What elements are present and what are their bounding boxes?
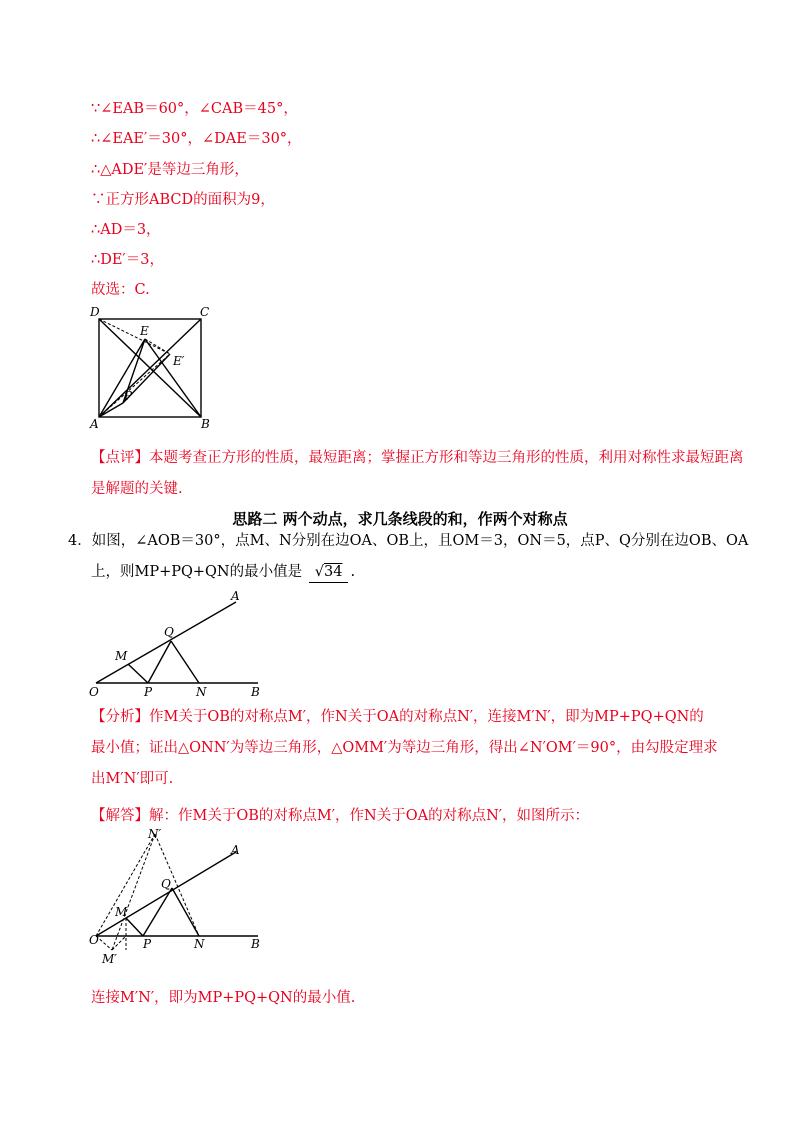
label-O: O <box>89 685 99 699</box>
label-N: N <box>196 685 207 699</box>
label-Q: Q <box>164 625 174 639</box>
answer-blank: √34 <box>309 562 349 583</box>
label-M: M <box>115 905 128 919</box>
figure-angle <box>88 590 268 700</box>
comment-line-2: 是解题的关键. <box>91 481 183 497</box>
label-E-prime: E′ <box>173 354 185 368</box>
problem-4-line-2 <box>91 562 355 583</box>
label-M: M <box>115 649 128 663</box>
problem-text-2-end: . <box>350 564 356 580</box>
label-P: P <box>144 685 153 699</box>
label-C: C <box>200 305 210 319</box>
label-D: D <box>90 305 100 319</box>
analysis-text-1: 作M关于OB的对称点M′，作N关于OA的对称点N′，连接M′N′，即为MP+PQ+QN的 <box>149 709 704 725</box>
label-B: B <box>251 937 260 951</box>
comment-line-1 <box>91 448 744 468</box>
label-B: B <box>201 417 210 431</box>
label-Q: Q <box>161 877 171 891</box>
label-P: P <box>143 937 152 951</box>
figure-reflection <box>88 826 268 966</box>
problem-number: 4． <box>68 533 92 549</box>
analysis-line-3: 出M′N′即可. <box>91 771 174 787</box>
solution-line-3: ∴△ADE′是等边三角形， <box>91 162 249 178</box>
comment-text-1: 本题考查正方形的性质，最短距离；掌握正方形和等边三角形的性质，利用对称性求最短距离 <box>149 450 744 466</box>
label-A: A <box>231 589 240 603</box>
label-A: A <box>90 417 99 431</box>
solution-text-1: 解：作M关于OB的对称点M′，作N关于OA的对称点N′，如图所示： <box>149 808 590 824</box>
label-E: E <box>140 324 149 338</box>
solution-line-2: ∴∠EAE′＝30°，∠DAE＝30°， <box>91 131 302 147</box>
solution-line-4: ∵正方形ABCD的面积为9， <box>91 192 275 208</box>
solution-line-6: ∴DE′＝3， <box>91 252 164 268</box>
section-heading: 思路二 两个动点，求几条线段的和，作两个对称点 <box>232 510 568 528</box>
analysis-line-2: 最小值；证出△ONN′为等边三角形，△OMM′为等边三角形，得出∠N′OM′＝90°，由勾股定理求 <box>91 740 718 756</box>
comment-tag: 【点评】 <box>91 450 149 466</box>
label-M-prime: M′ <box>102 952 118 966</box>
label-B: B <box>251 685 260 699</box>
label-N-prime: N′ <box>148 827 162 841</box>
figure-square <box>88 303 210 431</box>
analysis-tag: 【分析】 <box>91 709 149 725</box>
problem-4-line-1 <box>68 531 748 551</box>
label-N: N <box>194 937 205 951</box>
solution-tag: 【解答】 <box>91 808 149 824</box>
analysis-line-1 <box>91 707 704 727</box>
label-O: O <box>89 933 99 947</box>
label-P: P <box>124 389 133 403</box>
problem-text-1: 如图，∠AOB＝30°，点M、N分别在边OA、OB上，且OM＝3，ON＝5，点P、Q分别在边OB、OA <box>91 533 749 549</box>
solution-line-5: ∴AD＝3， <box>91 222 161 238</box>
solution-answer-line-1 <box>91 806 589 826</box>
label-A: A <box>231 843 240 857</box>
problem-text-2: 上，则MP+PQ+QN的最小值是 <box>91 564 303 580</box>
answer-value: 34 <box>323 564 343 580</box>
solution-final-line: 连接M′N′，即为MP+PQ+QN的最小值. <box>91 990 356 1006</box>
solution-line-1: ∵∠EAB＝60°，∠CAB＝45°， <box>91 101 298 117</box>
solution-line-7: 故选：C. <box>91 282 150 298</box>
